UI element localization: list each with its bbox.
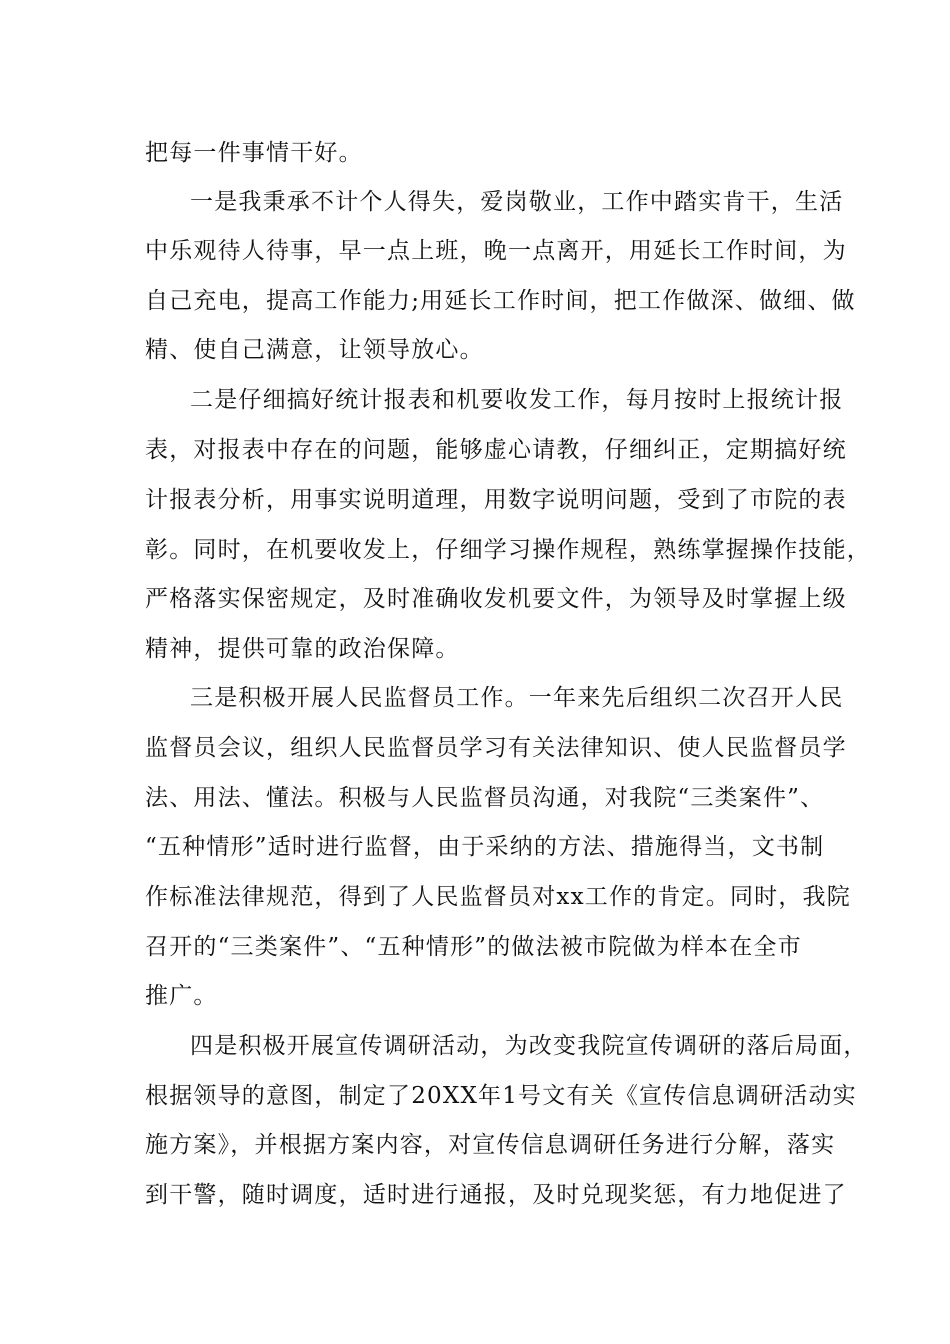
paragraph-line: 推广。 <box>145 983 218 1009</box>
paragraph-line: 把每一件事情干好。 <box>145 140 363 166</box>
paragraph-line: 中乐观待人待事，早一点上班，晚一点离开，用延长工作时间，为 <box>145 238 847 264</box>
paragraph-line: 根据领导的意图，制定了20XX年1号文有关《宣传信息调研活动实 <box>145 1083 857 1109</box>
paragraph-line: 监督员会议，组织人民监督员学习有关法律知识、使人民监督员学 <box>145 735 847 761</box>
paragraph-line: 作标准法律规范，得到了人民监督员对xx工作的肯定。同时，我院 <box>145 884 851 910</box>
paragraph-line: 严格落实保密规定，及时准确收发机要文件，为领导及时掌握上级 <box>145 586 847 612</box>
paragraph-line: 计报表分析，用事实说明道理，用数字说明问题，受到了市院的表 <box>145 487 847 513</box>
paragraph-line: 精神，提供可靠的政治保障。 <box>145 636 460 662</box>
paragraph-line: 施方案》，并根据方案内容，对宣传信息调研任务进行分解，落实 <box>145 1132 836 1158</box>
paragraph-line: 三是积极开展人民监督员工作。一年来先后组织二次召开人民 <box>190 685 844 711</box>
paragraph-line: 法、用法、懂法。积极与人民监督员沟通，对我院“三类案件”、 <box>145 785 825 811</box>
paragraph-line: 表，对报表中存在的问题，能够虚心请教，仔细纠正，定期搞好统 <box>145 437 847 463</box>
paragraph-line: 召开的“三类案件”、“五种情形”的做法被市院做为样本在全市 <box>145 934 802 960</box>
paragraph-line: 到干警，随时调度，适时进行通报，及时兑现奖惩，有力地促进了 <box>145 1182 847 1208</box>
paragraph-line: 精、使自己满意，让领导放心。 <box>145 337 484 363</box>
paragraph-line: “五种情形”适时进行监督，由于采纳的方法、措施得当，文书制 <box>145 834 825 860</box>
paragraph-line: 四是积极开展宣传调研活动，为改变我院宣传调研的落后局面， <box>190 1033 868 1059</box>
paragraph-line: 一是我秉承不计个人得失，爱岗敬业，工作中踏实肯干，生活 <box>190 189 844 215</box>
paragraph-line: 自己充电，提高工作能力;用延长工作时间，把工作做深、做细、做 <box>145 288 856 314</box>
paragraph-line: 二是仔细搞好统计报表和机要收发工作，每月按时上报统计报 <box>190 387 844 413</box>
paragraph-line: 彰。同时，在机要收发上，仔细学习操作规程，熟练掌握操作技能， <box>145 537 871 563</box>
